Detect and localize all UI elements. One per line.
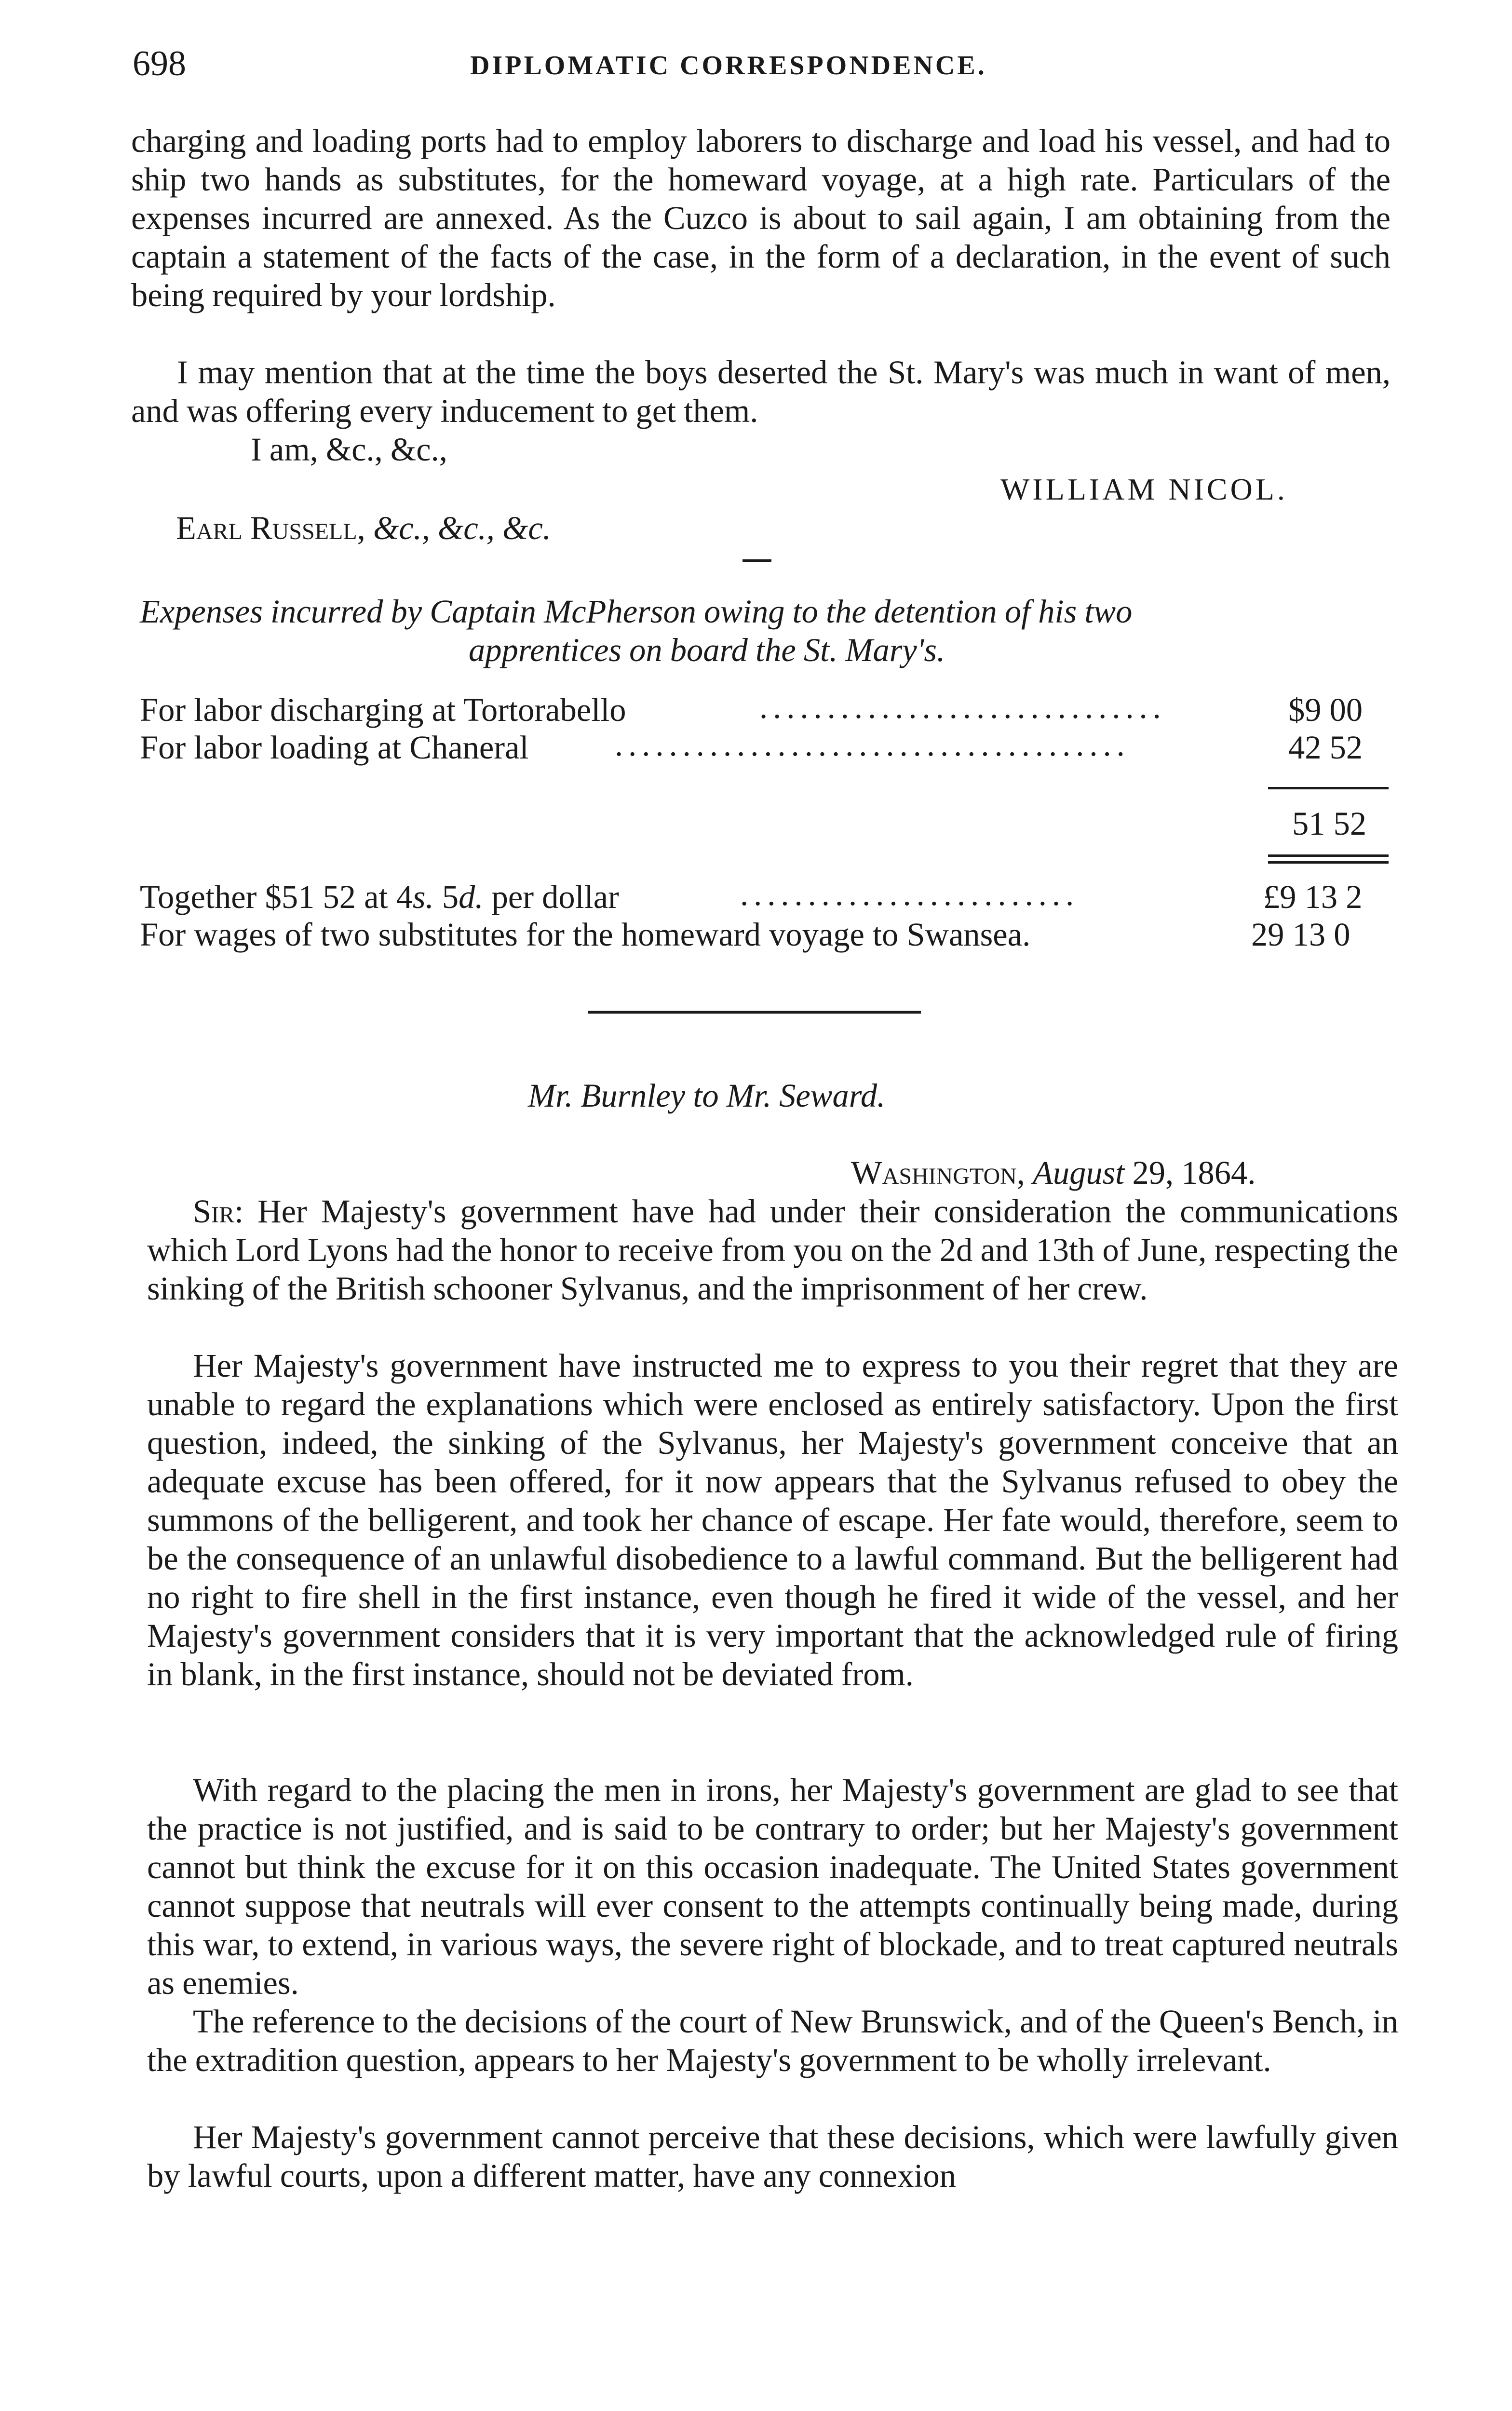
double-rule-bottom: [1268, 861, 1389, 864]
paragraph-one-text: Her Majesty's government have had under their consideration the communications which Lord Lyons had the honor to receive from you on the 2d and 13th of June, respecting the sinking of the British schooner Sylvanus, and the imprisonment of her crew.: [147, 1193, 1398, 1307]
together-suffix: per dollar: [483, 879, 619, 915]
together-pence: d.: [459, 879, 484, 915]
expense-row-dots: ..............................: [759, 689, 1166, 725]
letter-one-closing: I am, &c., &c.,: [251, 431, 447, 468]
addressee-name: Earl Russell,: [176, 510, 365, 546]
expenses-title-line-two: apprentices on board the St. Mary's.: [469, 632, 945, 668]
subtotal-row: [140, 804, 1393, 843]
expenses-title-line-one: Expenses incurred by Captain McPherson owing to the detention of his two: [140, 593, 1133, 630]
subtotal-rule: [1268, 787, 1389, 789]
addressee: [176, 509, 551, 547]
expense-row-label: For labor loading at Chaneral: [140, 729, 529, 766]
expenses-table: [140, 691, 1393, 980]
letter-two-paragraph-one: [147, 1192, 1398, 1308]
letter-two-dateline: [851, 1153, 1256, 1192]
together-mid: 5: [433, 879, 459, 915]
salutation: Sir:: [193, 1193, 244, 1230]
together-dots: .........................: [740, 876, 1080, 912]
page-number: 698: [133, 44, 186, 83]
letter-two-paragraph-three: With regard to the placing the men in irons, her Majesty's government are glad to see that the practice is not justified, and is said to be contrary to order; but her Majesty's government cannot but think the excuse for it on this occasion inadequate. The United States government cannot suppose that neutrals will ever consent to the attempts continually being made, during this war, to extend, in various ways, the severe right of blockade, and to treat captured neutrals as enemies.: [147, 1772, 1398, 2001]
expense-row-dots: ......................................: [615, 726, 1130, 763]
dateline-place: Washington,: [851, 1154, 1025, 1191]
together-amount: £9 13 2: [1263, 879, 1363, 915]
double-rule-top: [1268, 854, 1389, 857]
letter-two-paragraph-five: Her Majesty's government cannot perceive that these decisions, which were lawfully given by lawful courts, upon a different matter, have any connexion: [147, 2119, 1398, 2194]
expense-row: [140, 691, 1393, 729]
page-header: [133, 40, 1386, 88]
letter-two-paragraph-two: Her Majesty's government have instructed me to express to you their regret that they are unable to regard the explanations which were enclosed as entirely satisfactory. Upon the first question, indeed, the sinking of the Sylvanus, her Majesty's government conceive that an adequate excuse has been offered, for it now appears that the Sylvanus refused to obey the summons of the belligerent, and took her chance of escape. Her fate would, therefore, seem to be the consequence of an unlawful disobedience to a lawful command. But the belligerent had no right to fire shell in the first instance, even though he fired it wide of the vessel, and her Majesty's government considers that it is very important that the acknowledged rule of firing in blank, in the first instance, should not be deviated from.: [147, 1347, 1398, 1693]
wages-row: [140, 915, 1393, 954]
together-row: [140, 878, 1393, 916]
subtotal-amount: 51 52: [1292, 805, 1367, 842]
dateline-month: August: [1033, 1154, 1125, 1191]
together-prefix: Together $51 52 at 4: [140, 879, 413, 915]
wages-label: For wages of two substitutes for the homeward voyage to Swansea.: [140, 916, 1031, 953]
running-head: DIPLOMATIC CORRESPONDENCE.: [470, 51, 987, 81]
letter-two-paragraph-four: The reference to the decisions of the court of New Brunswick, and of the Queen's Bench, in the extradition question, appears to her Majesty's government to be wholly irrelevant.: [147, 2003, 1398, 2078]
separator-dash: [742, 559, 771, 562]
section-divider: [588, 1011, 921, 1014]
letter-two-title: Mr. Burnley to Mr. Seward.: [528, 1077, 886, 1114]
together-label: [140, 878, 619, 916]
expense-row-label: For labor discharging at Tortorabello: [140, 691, 626, 728]
dateline-rest: 29, 1864.: [1124, 1154, 1256, 1191]
expense-row: [140, 728, 1393, 767]
letter-one-paragraph-two: I may mention that at the time the boys deserted the St. Mary's was much in want of men, and was offering every inducement to get them.: [131, 354, 1390, 429]
together-shilling: s.: [412, 879, 434, 915]
wages-amount: 29 13 0: [1251, 916, 1350, 953]
expense-row-amount: 42 52: [1288, 729, 1363, 766]
letter-one-paragraph-continued: charging and loading ports had to employ laborers to discharge and load his vessel, and had to ship two hands as substitutes, for the homeward voyage, at a high rate. Particulars of the expenses incurred are annexed. As the Cuzco is about to sail again, I am obtaining from the captain a statement of the facts of the case, in the form of a declaration, in the event of such being required by your lordship.: [131, 122, 1390, 313]
letter-one-signature: WILLIAM NICOL.: [1000, 472, 1288, 506]
addressee-suffix: &c., &c., &c.: [373, 510, 551, 546]
expense-row-amount: $9 00: [1288, 691, 1363, 728]
